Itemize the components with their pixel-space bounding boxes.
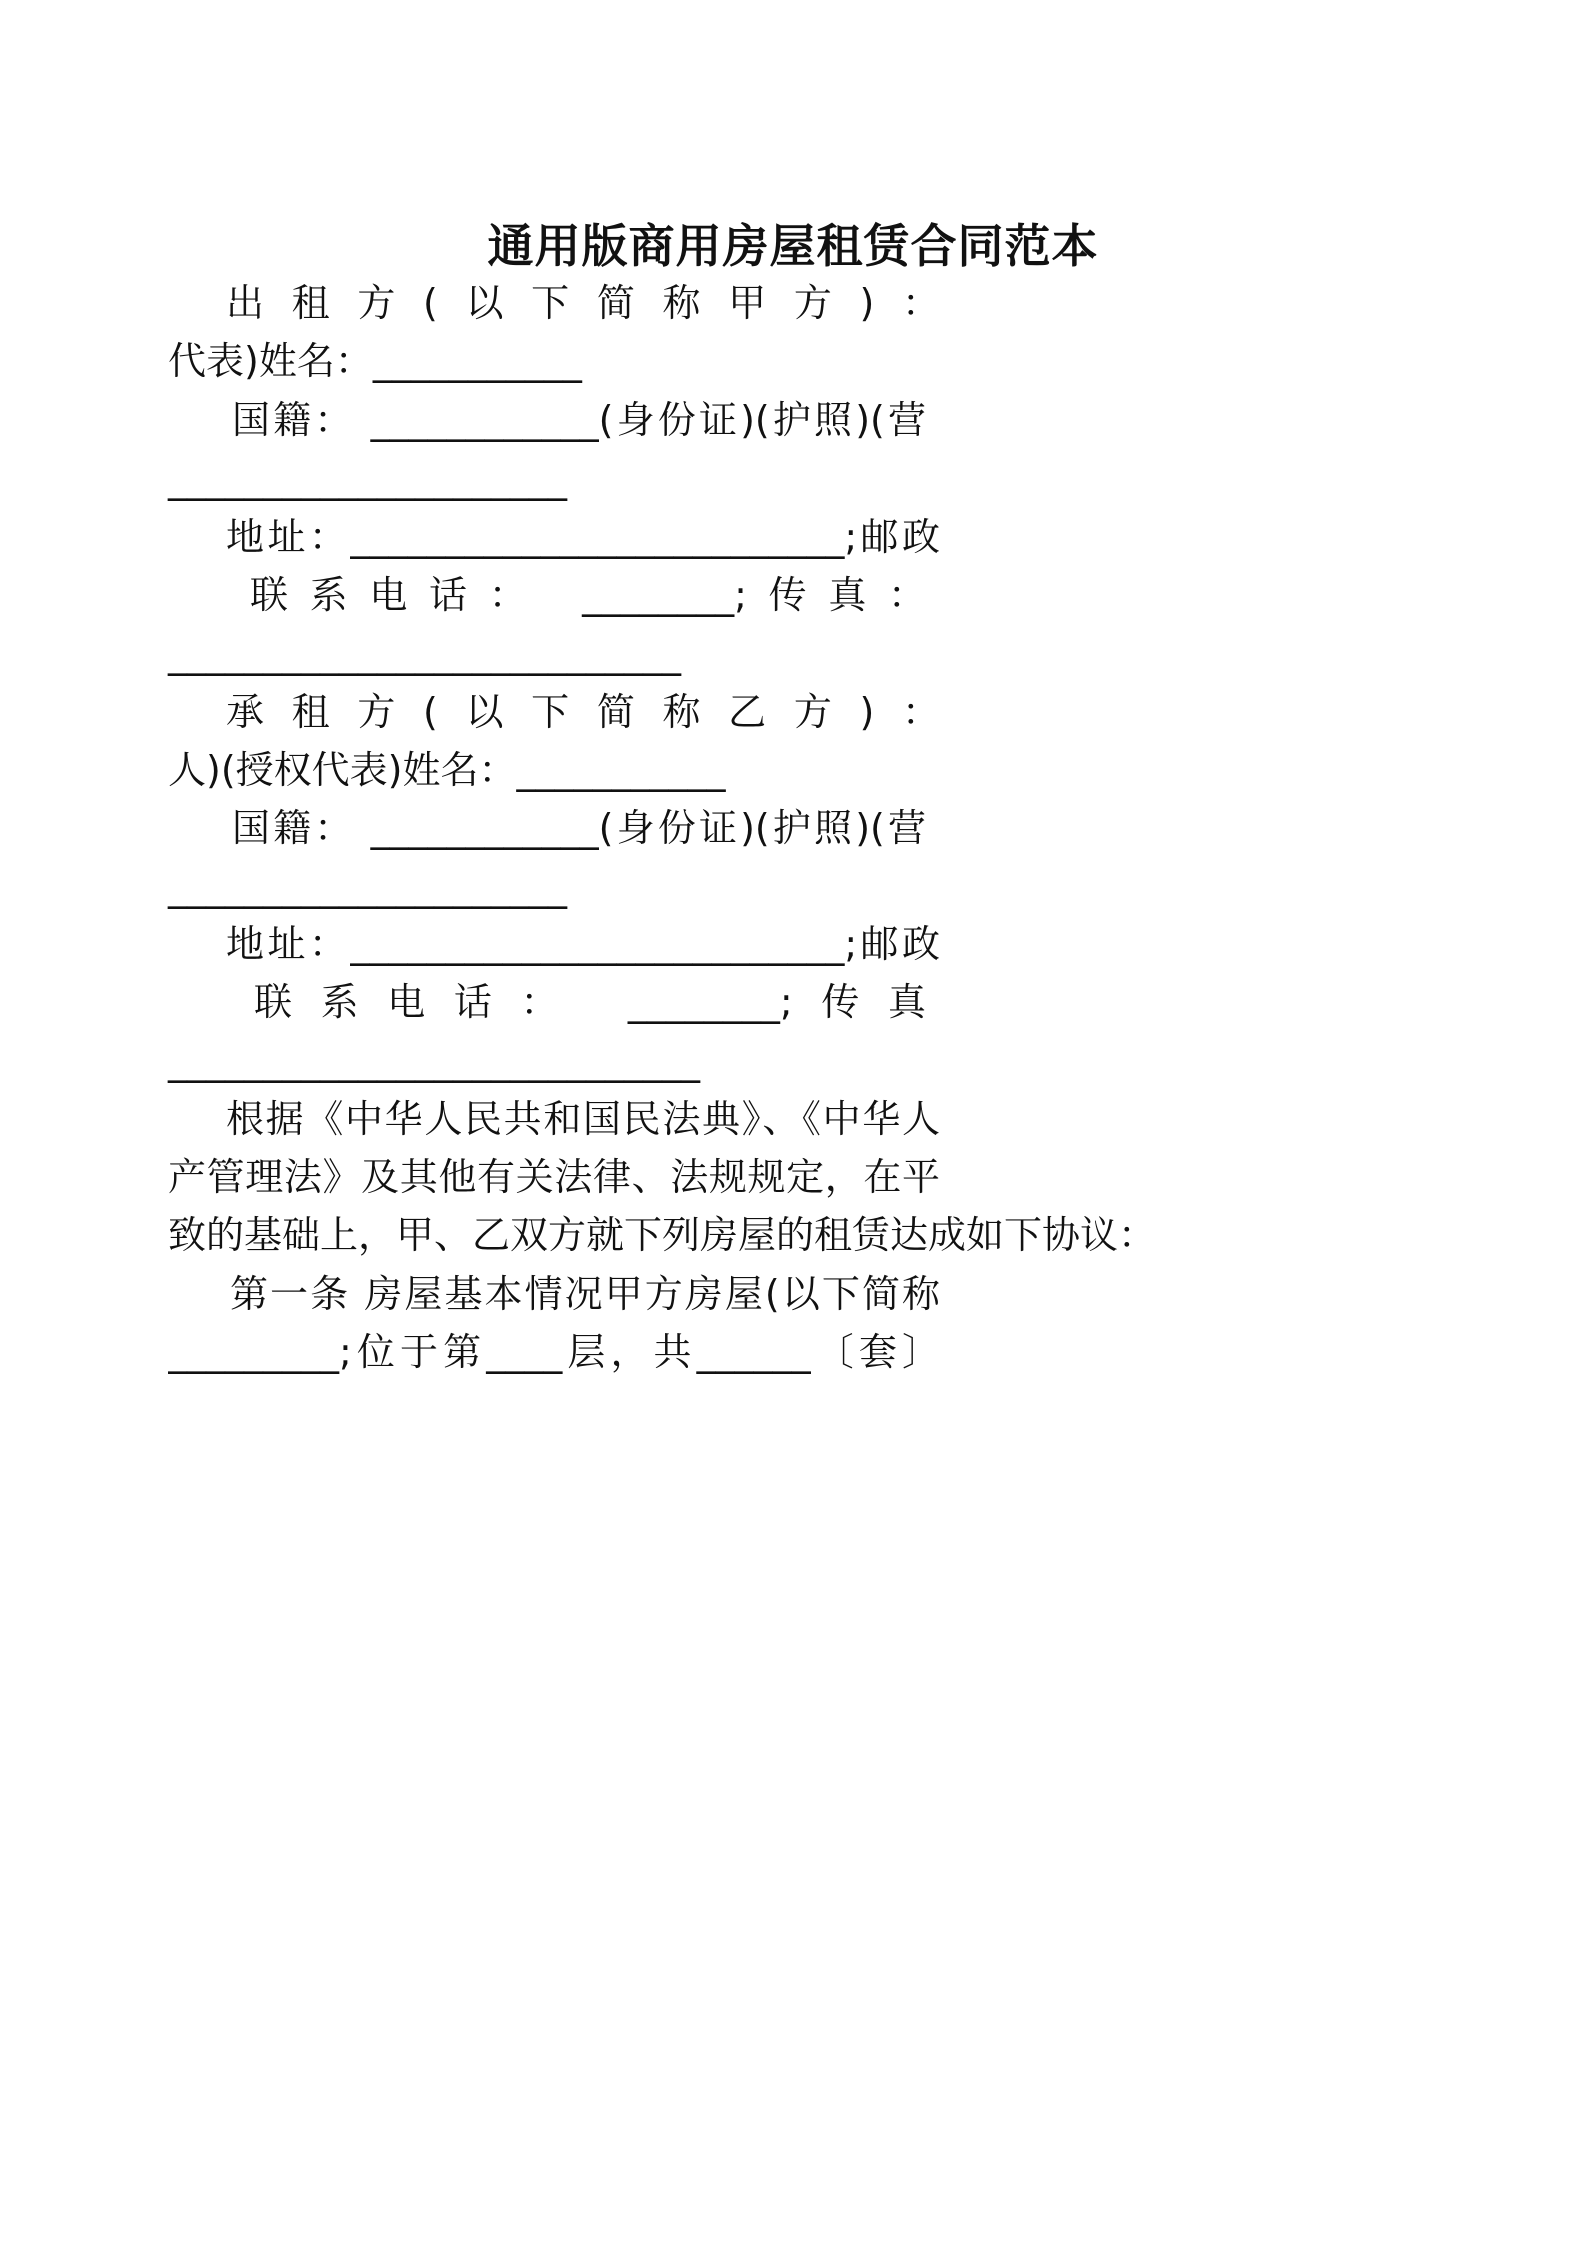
lessor-address-line: 地址：__________________________;邮政: [226, 515, 940, 559]
lessee-email-line: ____________________________: [168, 1039, 700, 1083]
lessor-id-number-line: _____________________: [168, 457, 567, 501]
lessor-representative-line: 代表)姓名：___________: [168, 339, 582, 383]
lessee-address-line: 地址：__________________________;邮政: [226, 922, 940, 966]
lessee-contact-line: 联系电话： ________;传真: [254, 980, 926, 1024]
lessor-contact-line: 联系电话： ________;传真：: [250, 573, 926, 617]
article-1-line-2: _________;位于第____层，共______〔套〕: [168, 1330, 940, 1374]
lessee-line: 承租方(以下简称乙方)：: [226, 690, 940, 734]
lessor-nationality-line: 国籍： ____________(身份证)(护照)(营: [232, 398, 926, 442]
lessee-id-number-line: _____________________: [168, 865, 567, 909]
preamble-line-3: 致的基础上，甲、乙双方就下列房屋的租赁达成如下协议：: [168, 1213, 1157, 1257]
document-title: 通用版商用房屋租赁合同范本: [487, 219, 1099, 273]
preamble-line-1: 根据《中华人民共和国民法典》、《中华人: [226, 1097, 940, 1141]
lessee-nationality-line: 国籍： ____________(身份证)(护照)(营: [232, 806, 926, 850]
article-1-line-1: 第一条 房屋基本情况甲方房屋(以下简称: [230, 1272, 940, 1316]
lessee-representative-line: 人)(授权代表)姓名：___________: [168, 748, 726, 792]
preamble-line-2: 产管理法》及其他有关法律、法规规定，在平: [168, 1155, 940, 1199]
lessor-line: 出租方(以下简称甲方)：: [226, 281, 940, 325]
lessor-email-line: ___________________________: [168, 632, 681, 676]
